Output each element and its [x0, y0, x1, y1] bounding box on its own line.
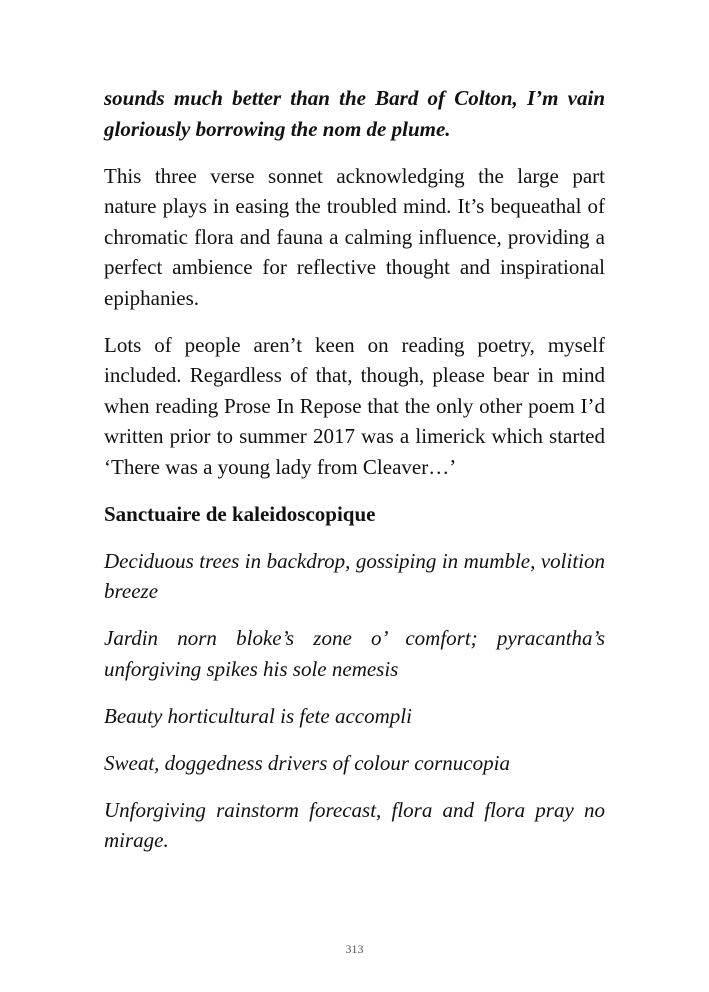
poem-line: Unforgiving rainstorm forecast, flora and flora pray no mirage. — [104, 797, 605, 852]
poem-line: Sweat, doggedness drivers of colour cornucopia — [104, 750, 510, 775]
poem-line: Jardin norn bloke’s zone o’ comfort; pyracantha’s unforgiving spikes his sole nemesis — [104, 626, 605, 681]
page-number: 313 — [345, 942, 364, 956]
poem-title: Sanctuaire de kaleidoscopique — [104, 501, 376, 526]
paragraph-poetry-note: Lots of people aren’t keen on reading poetry, myself included. Regardless of that, though, please bear in mind when reading Prose In Repose that the only other poem I’d written prior to summer 2017 was a limerick which started ‘There was a young lady from Cleaver…’ — [104, 332, 605, 479]
poem-line: Beauty horticultural is fete accompli — [104, 703, 412, 728]
paragraph-sonnet-description: This three verse sonnet acknowledging the large part nature plays in easing the troubled mind. It’s bequeathal of chromatic flora and fauna a calming influence, providing a perfect ambience for reflective thought and inspirational epiphanies. — [104, 163, 605, 310]
intro-carryover: sounds much better than the Bard of Colton, I’m vain gloriously borrowing the nom de plume. — [104, 86, 605, 141]
poem-line: Deciduous trees in backdrop, gossiping in mumble, volition breeze — [104, 548, 605, 603]
page-body — [104, 83, 605, 872]
